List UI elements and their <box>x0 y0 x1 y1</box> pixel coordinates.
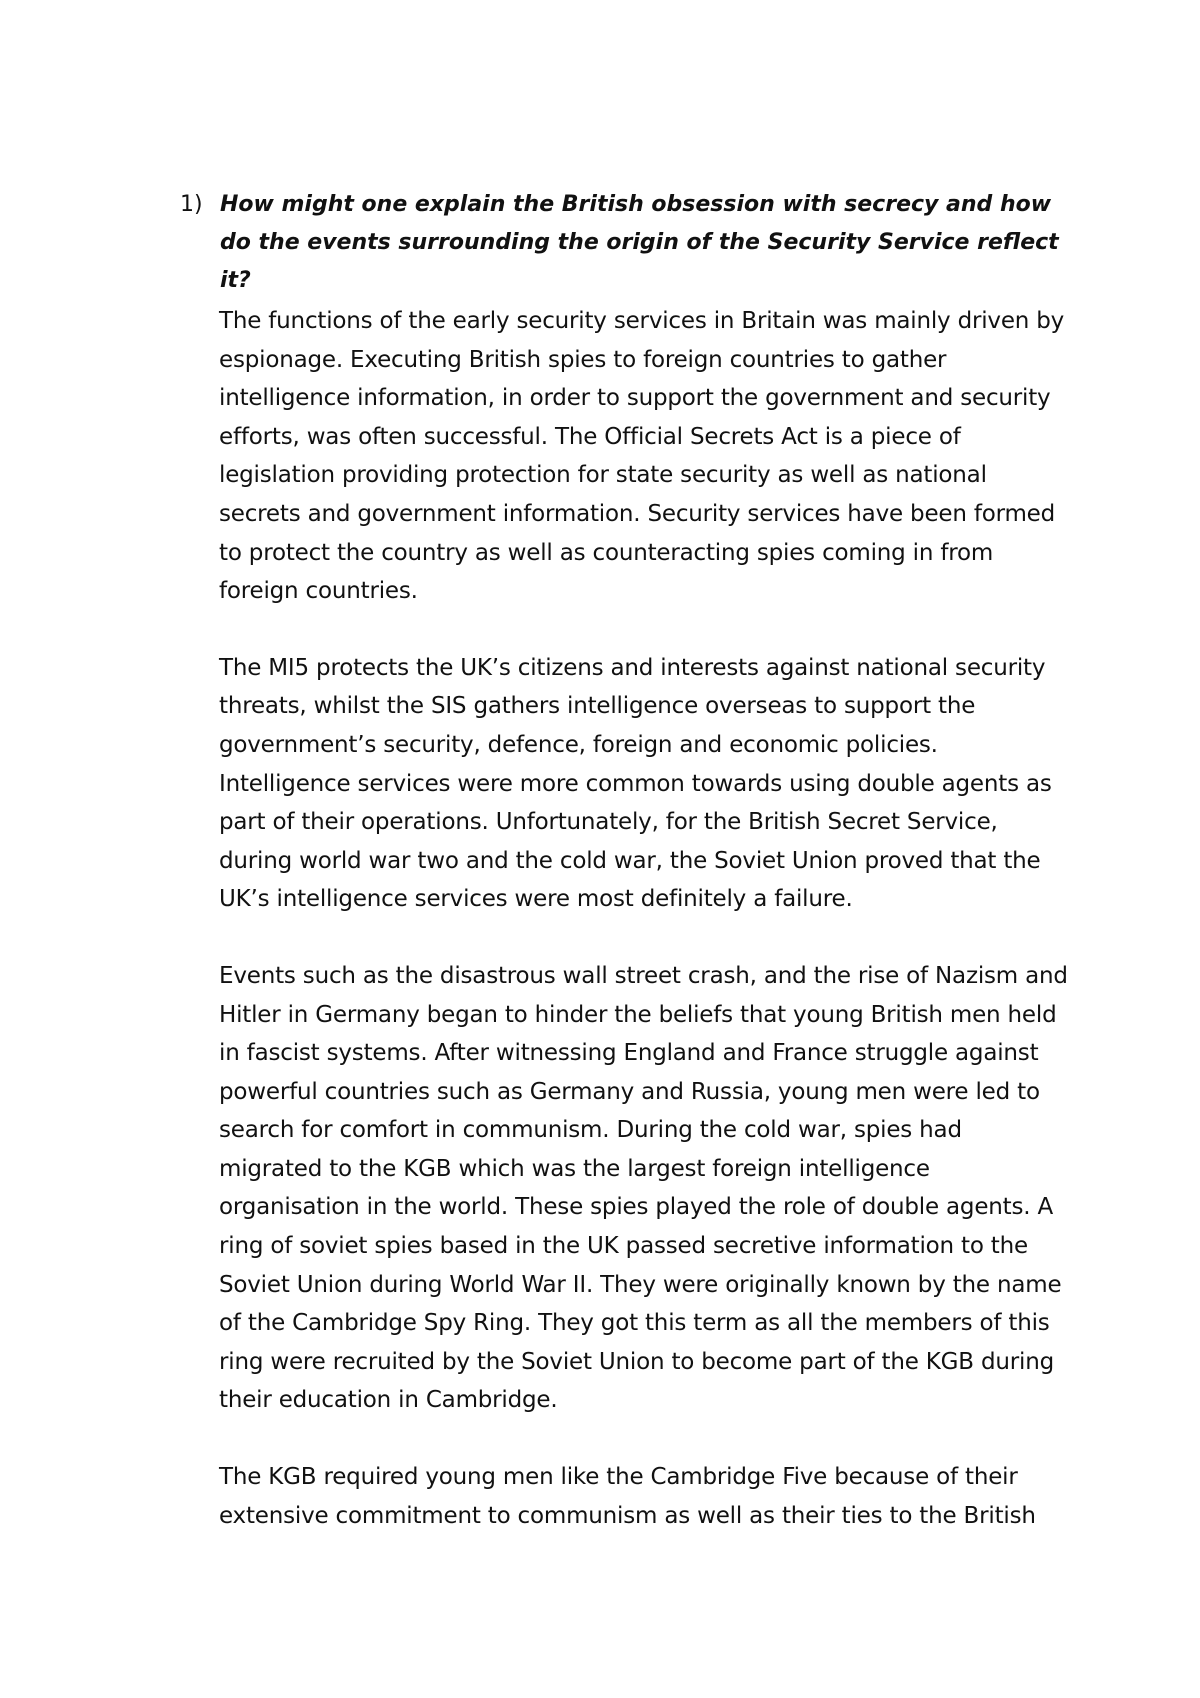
paragraph-4: The KGB required young men like the Cambridge Five because of their extensive commitment to communism as well as their ties to the British <box>219 1464 1036 1529</box>
paragraph-1: The functions of the early security services in Britain was mainly driven by espionage. Executing British spies to foreign countries to gather intelligence information, in order to support the government and security efforts, was often successful. The Official Secrets Act is a piece of legislation providing protection for state security as well as national secrets and government information. Security services have been formed to protect the country as well as counteracting spies coming in from foreign countries. <box>219 308 1065 605</box>
question-text: How might one explain the British obsession with secrecy and how do the events surrounding the origin of the Security Service reflect it? <box>220 192 1059 293</box>
answer-body <box>219 302 1069 1573</box>
paragraph-2: The MI5 protects the UK’s citizens and interests against national security threats, whilst the SIS gathers intelligence overseas to support the government’s security, defence, foreign and economic policies. Intelligence services were more common towards using double agents as part of their operations. Unfortunately, for the British Secret Service, during world war two and the cold war, the Soviet Union proved that the UK’s intelligence services were most definitely a failure. <box>219 654 1052 913</box>
question-block <box>180 186 1080 300</box>
paragraph-3: Events such as the disastrous wall street crash, and the rise of Nazism and Hitler in Germany began to hinder the beliefs that young British men held in fascist systems. After witnessing England and France struggle against powerful countries such as Germany and Russia, young men were led to search for comfort in communism. During the cold war, spies had migrated to the KGB which was the largest foreign intelligence organisation in the world. These spies played the role of double agents. A ring of soviet spies based in the UK passed secretive information to the Soviet Union during World War II. They were originally known by the name of the Cambridge Spy Ring. They got this term as all the members of this ring were recruited by the Soviet Union to become part of the KGB during their education in Cambridge. <box>219 962 1068 1414</box>
question-number: 1) <box>180 192 203 217</box>
